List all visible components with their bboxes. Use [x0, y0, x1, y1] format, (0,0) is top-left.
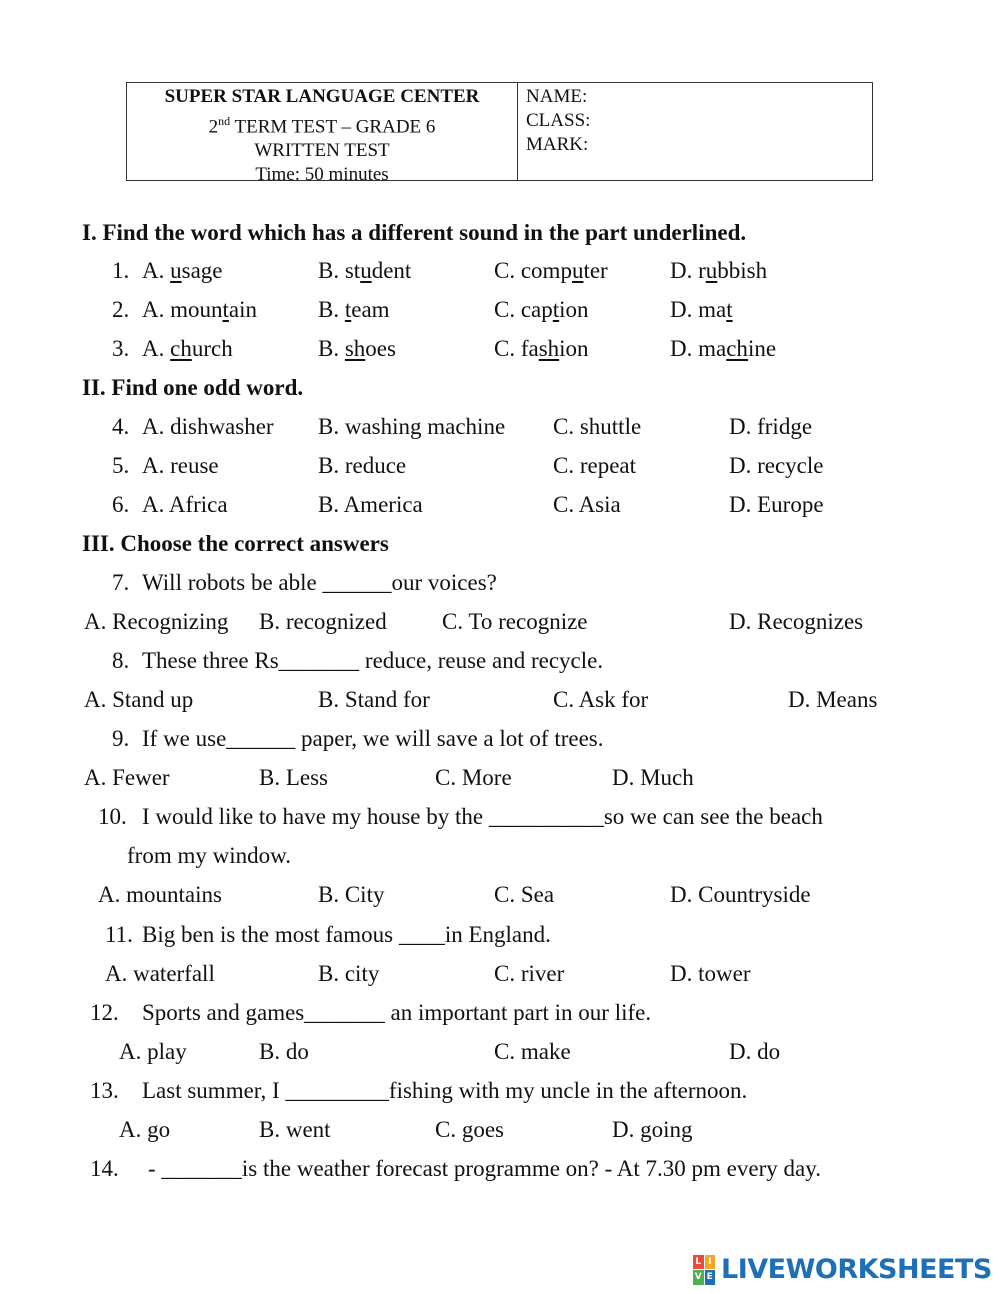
term-line: [127, 109, 517, 139]
q5-num: 5.: [112, 453, 130, 478]
q11-num: 11.: [105, 922, 133, 947]
q7-option-a[interactable]: A. Recognizing: [84, 609, 229, 634]
section1-title: I. Find the word which has a different sound in the part underlined.: [82, 220, 747, 245]
q8-num: 8.: [112, 648, 130, 673]
section3-title: III. Choose the correct answers: [82, 531, 389, 556]
q11-option-b[interactable]: B. city: [318, 961, 380, 986]
q9-option-a[interactable]: A. Fewer: [84, 765, 170, 790]
test-type: WRITTEN TEST: [254, 140, 390, 162]
q5-option-a[interactable]: A. reuse: [142, 453, 219, 478]
q14-num: 14.: [90, 1156, 119, 1181]
q4-option-b[interactable]: B. washing machine: [318, 414, 506, 439]
q13-option-b[interactable]: B. went: [259, 1117, 331, 1142]
mark-label: MARK:: [526, 134, 589, 155]
q10-option-d[interactable]: D. Countryside: [670, 882, 811, 907]
q10-text: I would like to have my house by the __________so we can see the beach: [142, 804, 823, 829]
q8-option-b[interactable]: B. Stand for: [318, 687, 430, 712]
q8-text: These three Rs_______ reduce, reuse and recycle.: [142, 648, 604, 673]
logo-tile-l: L: [693, 1255, 704, 1270]
q3-option-b[interactable]: B. shoes: [318, 336, 396, 361]
logo-tile-i: I: [705, 1255, 716, 1270]
term-rest: TERM TEST – GRADE 6: [230, 116, 436, 138]
q12-option-d[interactable]: D. do: [729, 1039, 781, 1064]
q1-option-d[interactable]: D. rubbish: [670, 258, 768, 283]
q7-num: 7.: [112, 570, 130, 595]
q7-option-c[interactable]: C. To recognize: [442, 609, 588, 634]
q7-text: Will robots be able ______our voices?: [142, 570, 497, 595]
liveworksheets-logo: [693, 1254, 992, 1285]
q2-option-d[interactable]: D. mat: [670, 297, 733, 322]
term-sup: nd: [218, 114, 231, 128]
q12-option-c[interactable]: C. make: [494, 1039, 571, 1064]
q2-num: 2.: [112, 297, 130, 322]
q9-option-b[interactable]: B. Less: [259, 765, 328, 790]
q6-option-a[interactable]: A. Africa: [142, 492, 228, 517]
liveworksheets-logo-icon: [693, 1255, 715, 1285]
q4-option-c[interactable]: C. shuttle: [553, 414, 642, 439]
q13-text: Last summer, I _________fishing with my uncle in the afternoon.: [142, 1078, 748, 1103]
q8-option-a[interactable]: A. Stand up: [84, 687, 194, 712]
center-name: SUPER STAR LANGUAGE CENTER: [164, 86, 480, 107]
q3-option-c[interactable]: C. fashion: [494, 336, 589, 361]
q1-option-a[interactable]: A. usage: [142, 258, 223, 283]
q12-option-b[interactable]: B. do: [259, 1039, 309, 1064]
q12-num: 12.: [90, 1000, 119, 1025]
q10-option-c[interactable]: C. Sea: [494, 882, 555, 907]
section2-title: II. Find one odd word.: [82, 375, 304, 400]
q13-option-d[interactable]: D. going: [612, 1117, 693, 1142]
q10-option-a[interactable]: A. mountains: [98, 882, 222, 907]
q9-option-c[interactable]: C. More: [435, 765, 512, 790]
q6-option-b[interactable]: B. America: [318, 492, 423, 517]
q10-option-b[interactable]: B. City: [318, 882, 385, 907]
q1-option-c[interactable]: C. computer: [494, 258, 608, 283]
q4-num: 4.: [112, 414, 130, 439]
header-right: [518, 83, 590, 180]
logo-tile-e: E: [705, 1270, 716, 1285]
q6-option-c[interactable]: C. Asia: [553, 492, 621, 517]
q5-option-d[interactable]: D. recycle: [729, 453, 824, 478]
q1-num: 1.: [112, 258, 130, 283]
q3-num: 3.: [112, 336, 130, 361]
q9-text: If we use______ paper, we will save a lot of trees.: [142, 726, 604, 751]
q2-option-a[interactable]: A. mountain: [142, 297, 257, 322]
q5-option-b[interactable]: B. reduce: [318, 453, 407, 478]
q14-text: - _______is the weather forecast programme on? - At 7.30 pm every day.: [148, 1156, 821, 1181]
q5-option-c[interactable]: C. repeat: [553, 453, 637, 478]
q9-num: 9.: [112, 726, 130, 751]
term-num: 2: [208, 116, 219, 138]
q4-option-d[interactable]: D. fridge: [729, 414, 813, 439]
q8-option-c[interactable]: C. Ask for: [553, 687, 649, 712]
q4-option-a[interactable]: A. dishwasher: [142, 414, 274, 439]
q13-num: 13.: [90, 1078, 119, 1103]
logo-tile-v: V: [693, 1270, 704, 1285]
q10-text-cont: from my window.: [127, 843, 291, 868]
test-time: Time: 50 minutes: [255, 164, 389, 186]
q1-option-b[interactable]: B. student: [318, 258, 412, 283]
q7-option-d[interactable]: D. Recognizes: [729, 609, 864, 634]
q8-option-d[interactable]: D. Means: [788, 687, 878, 712]
q3-option-d[interactable]: D. machine: [670, 336, 777, 361]
name-label: NAME:: [526, 86, 588, 107]
q12-text: Sports and games_______ an important part in our life.: [142, 1000, 652, 1025]
q3-option-a[interactable]: A. church: [142, 336, 233, 361]
class-label: CLASS:: [526, 110, 591, 131]
q2-option-c[interactable]: C. caption: [494, 297, 589, 322]
q13-option-c[interactable]: C. goes: [435, 1117, 504, 1142]
q6-option-d[interactable]: D. Europe: [729, 492, 824, 517]
q9-option-d[interactable]: D. Much: [612, 765, 694, 790]
header-left: [127, 83, 518, 186]
logo-text: LIVEWORKSHEETS: [721, 1254, 992, 1285]
header-box: [126, 82, 873, 186]
q11-option-d[interactable]: D. tower: [670, 961, 751, 986]
q11-text: Big ben is the most famous ____in England.: [142, 922, 551, 947]
q13-option-a[interactable]: A. go: [119, 1117, 171, 1142]
q2-option-b[interactable]: B. team: [318, 297, 390, 322]
q6-num: 6.: [112, 492, 130, 517]
q12-option-a[interactable]: A. play: [119, 1039, 187, 1064]
q11-option-c[interactable]: C. river: [494, 961, 565, 986]
q7-option-b[interactable]: B. recognized: [259, 609, 387, 634]
q10-num: 10.: [98, 804, 127, 829]
q11-option-a[interactable]: A. waterfall: [105, 961, 215, 986]
